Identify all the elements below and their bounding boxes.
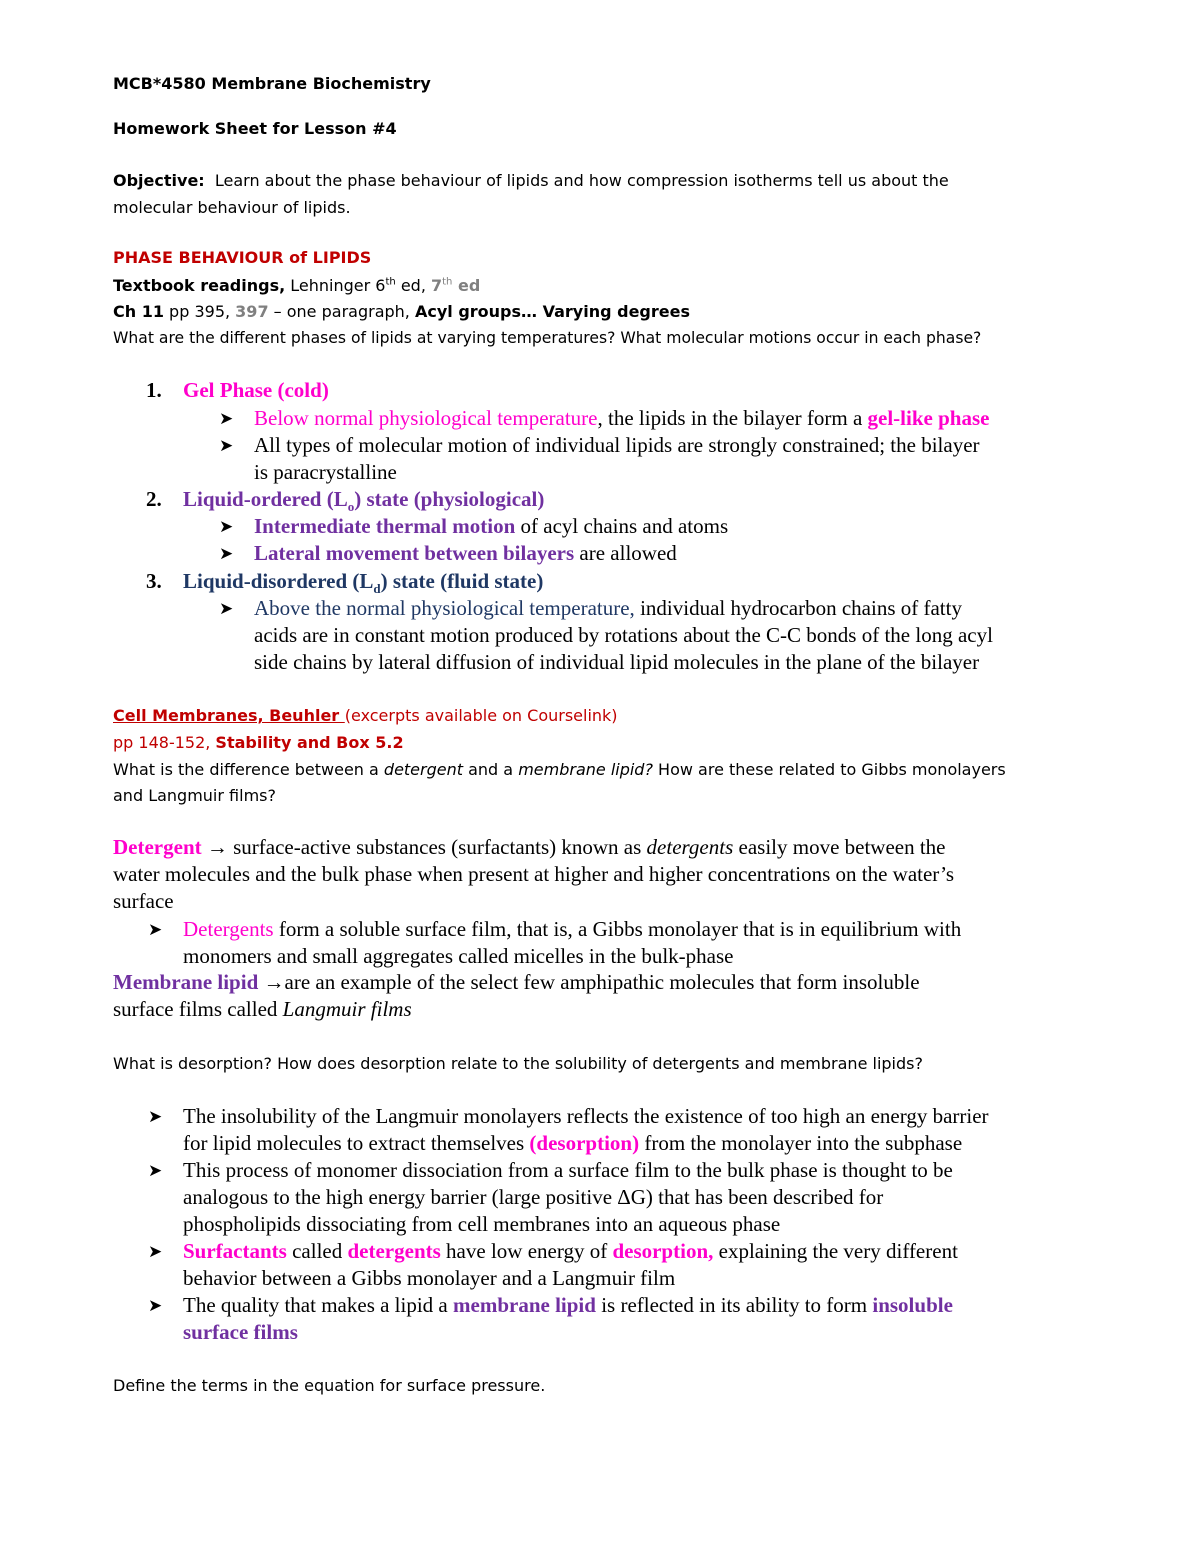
- ml-l2a: surface films called: [113, 997, 283, 1021]
- tb-text: Lehninger 6: [285, 276, 386, 295]
- item-3-bullet-1-l3: side chains by lateral diffusion of individual lipid molecules in the plane of the bilayer: [254, 650, 980, 674]
- d1c: (desorption): [529, 1131, 640, 1155]
- detb-a: form a soluble surface film, that is, a Gibbs monolayer that is in equilibrium with: [273, 917, 962, 941]
- d3a: called: [286, 1239, 348, 1263]
- d3c: explaining the very different: [713, 1239, 958, 1263]
- b1-plain: , the lipids in the bilayer form a: [597, 406, 868, 430]
- cq-c: How are these related to Gibbs monolayers: [652, 760, 1006, 779]
- chapter-reading: [113, 302, 690, 321]
- phase-question: What are the different phases of lipids at varying temperatures? What molecular motions occur in each phase?: [113, 329, 982, 347]
- detergent-def-l2: water molecules and the bulk phase when present at higher and higher concentrations on the water’s: [113, 862, 955, 886]
- item-1-title: Gel Phase (cold): [183, 378, 329, 402]
- arrow-bullet-icon: ➤: [148, 1161, 163, 1181]
- det-label: Detergent: [113, 835, 202, 859]
- d4b: is reflected in its ability to form: [595, 1293, 873, 1317]
- arrow-bullet-icon: ➤: [148, 920, 163, 940]
- membrane-lipid-l2: [113, 997, 412, 1022]
- i2b1c: Intermediate thermal motion: [254, 514, 516, 538]
- item-2-title: [183, 487, 545, 515]
- d1b: from the monolayer into the subphase: [639, 1131, 963, 1155]
- detergent-bullet-l1: [183, 917, 961, 942]
- tb-ed: ed,: [395, 276, 431, 295]
- cell-question-l1: [113, 760, 1006, 779]
- arrow-bullet-icon: ➤: [219, 436, 234, 456]
- cell-pp: pp 148-152,: [113, 733, 216, 752]
- arrow-bullet-icon: ➤: [219, 599, 234, 619]
- arrow-bullet-icon: ➤: [148, 1296, 163, 1316]
- item-1-number: 1.: [146, 378, 162, 402]
- b1-end: gel-like phase: [867, 406, 990, 430]
- d4c2: insoluble: [872, 1293, 953, 1317]
- t3a: Liquid-disordered (L: [183, 569, 374, 593]
- item-3-title: [183, 569, 544, 597]
- desorption-b4-l2: surface films: [183, 1320, 298, 1344]
- cell-membranes-title: [113, 706, 618, 725]
- item-2-bullet-1: [254, 514, 728, 539]
- arrow-bullet-icon: ➤: [219, 517, 234, 537]
- arrow-bullet-icon: ➤: [148, 1107, 163, 1127]
- membrane-lipid-l1: [113, 970, 920, 995]
- ch-pp: pp 395,: [163, 302, 236, 321]
- item-2-bullet-2: [254, 541, 677, 566]
- cell-title-rest: (excerpts available on Courselink): [344, 706, 618, 725]
- t3sub: d: [373, 581, 381, 597]
- d3b: have low energy of: [440, 1239, 613, 1263]
- objective-text: Learn about the phase behaviour of lipids and how compression isotherms tell us about the: [214, 171, 949, 190]
- detergent-bullet-l2: monomers and small aggregates called micelles in the bulk-phase: [183, 944, 734, 968]
- t3b: ) state (fluid state): [380, 569, 544, 593]
- item-1-bullet-2-l2: is paracrystalline: [254, 460, 397, 484]
- arrow-bullet-icon: ➤: [148, 1242, 163, 1262]
- ch-mid: – one paragraph,: [268, 302, 415, 321]
- cell-title-u: Cell Membranes, Beuhler: [113, 706, 345, 725]
- item-2-number: 2.: [146, 487, 162, 511]
- item-3-number: 3.: [146, 569, 162, 593]
- desorption-b2-l3: phospholipids dissociating from cell membranes into an aqueous phase: [183, 1212, 781, 1236]
- item-3-bullet-1-l2: acids are in constant motion produced by rotations about the C-C bonds of the long acyl: [254, 623, 993, 647]
- i2b1p: of acyl chains and atoms: [515, 514, 729, 538]
- detergent-def-l3: surface: [113, 889, 174, 913]
- desorption-question: What is desorption? How does desorption relate to the solubility of detergents and membrane lipids?: [113, 1054, 923, 1073]
- cq-b: and a: [463, 760, 519, 779]
- tb-ed2: ed: [452, 276, 481, 295]
- detergent-def-l1: [113, 835, 946, 860]
- tb-sup2: th: [442, 276, 453, 288]
- objective-label: Objective:: [113, 171, 205, 190]
- tb-label: Textbook readings,: [113, 276, 286, 295]
- objective-line-1: [113, 171, 949, 190]
- ch-397: 397: [235, 302, 269, 321]
- d3c3: desorption,: [612, 1239, 714, 1263]
- ml-label: Membrane lipid: [113, 970, 259, 994]
- textbook-readings: [113, 276, 480, 295]
- ml-a: →are an example of the select few amphipathic molecules that form insoluble: [258, 970, 920, 994]
- cq-a: What is the difference between a: [113, 760, 384, 779]
- item-1-bullet-2-l1: All types of molecular motion of individual lipids are strongly constrained; the bilayer: [254, 433, 980, 457]
- cell-pages: [113, 733, 404, 752]
- arrow-bullet-icon: ➤: [219, 544, 234, 564]
- b1-colored: Below normal physiological temperature: [254, 406, 598, 430]
- course-title: MCB*4580 Membrane Biochemistry: [113, 74, 431, 93]
- phase-heading: PHASE BEHAVIOUR of LIPIDS: [113, 248, 372, 267]
- item-3-bullet-1-l1: [254, 596, 962, 621]
- cq-ml: membrane lipid?: [518, 760, 653, 779]
- objective-line-2: molecular behaviour of lipids.: [113, 198, 351, 217]
- final-question: Define the terms in the equation for surface pressure.: [113, 1376, 546, 1395]
- ml-l2it: Langmuir films: [282, 997, 412, 1021]
- detb-c: Detergents: [183, 917, 274, 941]
- t2sub: o: [347, 499, 355, 515]
- sheet-title: Homework Sheet for Lesson #4: [113, 119, 397, 138]
- t2b: ) state (physiological): [354, 487, 545, 511]
- cell-pp-bold: Stability and Box 5.2: [215, 733, 404, 752]
- desorption-b2-l2: analogous to the high energy barrier (large positive ΔG) that has been described for: [183, 1185, 884, 1209]
- cell-question-l2: and Langmuir films?: [113, 786, 276, 805]
- desorption-b3-l2: behavior between a Gibbs monolayer and a Langmuir film: [183, 1266, 676, 1290]
- desorption-b1-l1: The insolubility of the Langmuir monolayers reflects the existence of too high an energy barrier: [183, 1104, 989, 1128]
- d4a: The quality that makes a lipid a: [183, 1293, 454, 1317]
- d1a: for lipid molecules to extract themselves: [183, 1131, 530, 1155]
- det-b: easily move between the: [733, 835, 946, 859]
- i2b2c: Lateral movement between bilayers: [254, 541, 575, 565]
- cq-det: detergent: [383, 760, 464, 779]
- d4c1: membrane lipid: [453, 1293, 596, 1317]
- i3b1p: individual hydrocarbon chains of fatty: [634, 596, 962, 620]
- tb-sup1: th: [385, 276, 396, 288]
- desorption-b4-l1: [183, 1293, 953, 1318]
- tb-seventh: 7: [431, 276, 443, 295]
- ch-label: Ch 11: [113, 302, 164, 321]
- desorption-b1-l2: [183, 1131, 962, 1156]
- d3c2: detergents: [347, 1239, 441, 1263]
- ch-bold: Acyl groups… Varying degrees: [414, 302, 690, 321]
- d3c1: Surfactants: [183, 1239, 287, 1263]
- i2b2p: are allowed: [574, 541, 677, 565]
- t2a: Liquid-ordered (L: [183, 487, 348, 511]
- det-it: detergents: [646, 835, 734, 859]
- arrow-bullet-icon: ➤: [219, 409, 234, 429]
- item-1-bullet-1: [254, 406, 989, 431]
- det-a: → surface-active substances (surfactants) known as: [201, 835, 647, 859]
- desorption-b2-l1: This process of monomer dissociation from a surface film to the bulk phase is thought to be: [183, 1158, 953, 1182]
- desorption-b3-l1: [183, 1239, 958, 1264]
- i3b1c: Above the normal physiological temperature,: [254, 596, 635, 620]
